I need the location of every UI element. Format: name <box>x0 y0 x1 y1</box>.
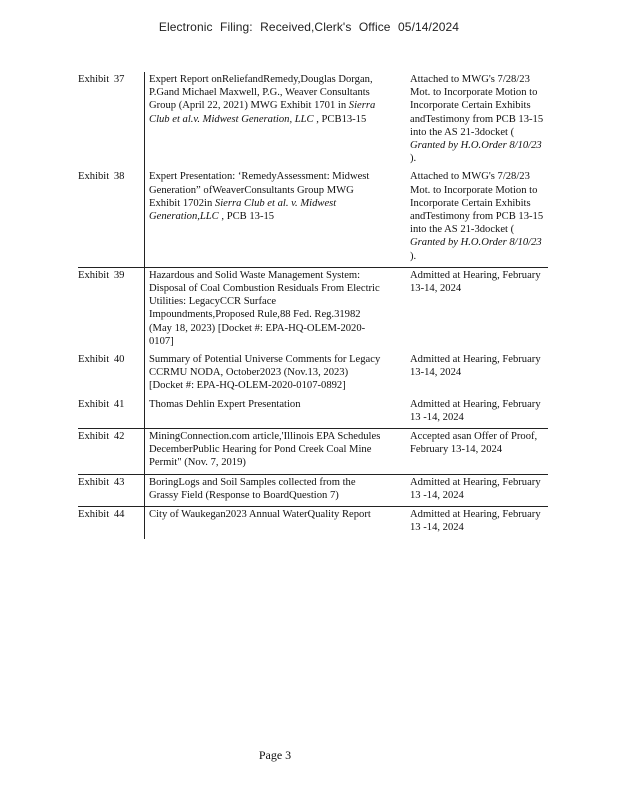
exhibit-description <box>144 507 400 538</box>
exhibit-description-text: Sierra Club et al. v. Midwest Generation,LLC <box>149 197 337 223</box>
exhibit-number: Exhibit 40 <box>78 354 125 366</box>
exhibit-description <box>144 352 400 397</box>
exhibit-status <box>400 169 548 266</box>
exhibit-row <box>78 506 548 538</box>
exhibit-status-text: Granted by H.O.Order 8/10/23 <box>410 237 542 249</box>
exhibit-description <box>144 169 400 266</box>
exhibit-status <box>400 352 548 397</box>
exhibit-description-text: , PCB 13-15 <box>218 211 275 223</box>
exhibit-description-text: Thomas Dehlin Expert Presentation <box>149 398 301 410</box>
exhibit-status-text: Granted by H.O.Order 8/10/23 <box>410 140 542 152</box>
exhibit-status <box>400 72 548 169</box>
exhibit-description <box>144 429 400 474</box>
exhibit-status-text: Attached to MWG's 7/28/23 Mot. to Incorporate Motion to Incorporate Certain Exhibits andTestimony from PCB 13-15 into the AS 21-3docket ( <box>410 171 544 236</box>
exhibit-number: Exhibit 43 <box>78 476 125 488</box>
exhibit-status <box>400 397 548 428</box>
page-number: Page 3 <box>258 748 292 762</box>
filing-stamp-header: Electronic Filing: Received,Clerk's Office 05/14/2024 <box>158 20 460 34</box>
exhibit-status-text: ). <box>410 250 417 262</box>
exhibit-number: Exhibit 39 <box>78 269 125 281</box>
exhibit-status-text: Admitted at Hearing, February 13 -14, 2024 <box>410 476 541 501</box>
exhibit-status-text: Admitted at Hearing, February 13-14, 2024 <box>410 354 541 379</box>
exhibit-description-text: Sierra Club et al.v. Midwest Generation, LLC <box>149 100 376 125</box>
exhibit-table <box>78 72 548 539</box>
exhibit-status <box>400 507 548 538</box>
exhibit-description-text: Expert Report onReliefandRemedy,Douglas Dorgan, P.Gand Michael Maxwell, P.G., Weaver Consultants Group (April 22, 2021) MWG Exhibit 1701 in <box>149 74 373 112</box>
exhibit-status <box>400 268 548 352</box>
exhibit-description-text: BoringLogs and Soil Samples collected from the Grassy Field (Response to BoardQuestion 7) <box>149 476 356 501</box>
exhibit-row <box>78 72 548 169</box>
exhibit-status <box>400 429 548 474</box>
exhibit-number: Exhibit 44 <box>78 509 125 521</box>
exhibit-description <box>144 72 400 169</box>
exhibit-number: Exhibit 42 <box>78 431 125 443</box>
exhibit-description-text: City of Waukegan2023 Annual WaterQuality Report <box>149 509 371 521</box>
exhibit-status-text: Admitted at Hearing, February 13 -14, 2024 <box>410 509 541 534</box>
exhibit-row <box>78 397 548 428</box>
exhibit-status-text: Attached to MWG's 7/28/23 Mot. to Incorporate Motion to Incorporate Certain Exhibits andTestimony from PCB 13-15 into the AS 21-3docket ( <box>410 74 544 138</box>
exhibit-row <box>78 474 548 506</box>
exhibit-description-text: Summary of Potential Universe Comments for Legacy CCRMU NODA, October2023 (Nov.13, 2023)[Docket #: EPA-HQ-OLEM-2020-0107-0892] <box>149 354 381 392</box>
exhibit-status-text: Accepted asan Offer of Proof, February 13-14, 2024 <box>410 431 538 456</box>
exhibit-description <box>144 475 400 506</box>
exhibit-description <box>144 397 400 428</box>
exhibit-status-text: ). <box>410 153 417 165</box>
exhibit-number: Exhibit 37 <box>78 74 125 85</box>
exhibit-number: Exhibit 41 <box>78 398 125 410</box>
exhibit-description-text: Hazardous and Solid Waste Management System: Disposal of Coal Combustion Residuals From Electric Utilities: LegacyCCR Surface Impoundments,Proposed Rule,88 Fed. Reg.31982 (May 18, 2023) [Docket #: EPA-HQ-OLEM-2020-0107] <box>149 269 380 347</box>
exhibit-row <box>78 352 548 397</box>
exhibit-status-text: Admitted at Hearing, February 13-14, 2024 <box>410 269 541 295</box>
exhibit-description <box>144 268 400 352</box>
exhibit-number: Exhibit 38 <box>78 171 125 183</box>
exhibit-description-text: Expert Presentation: ‘RemedyAssessment: Midwest Generation” ofWeaverConsultants Group MWG Exhibit 1702in <box>149 171 370 209</box>
exhibit-row <box>78 169 548 266</box>
exhibit-description-text: , PCB13-15 <box>313 113 367 125</box>
exhibit-description-text: MiningConnection.com article,'Illinois EPA Schedules DecemberPublic Hearing for Pond Creek Coal Mine Permit" (Nov. 7, 2019) <box>149 431 381 469</box>
exhibit-row <box>78 428 548 474</box>
exhibit-row <box>78 267 548 352</box>
exhibit-status <box>400 475 548 506</box>
exhibit-status-text: Admitted at Hearing, February 13 -14, 2024 <box>410 398 541 423</box>
